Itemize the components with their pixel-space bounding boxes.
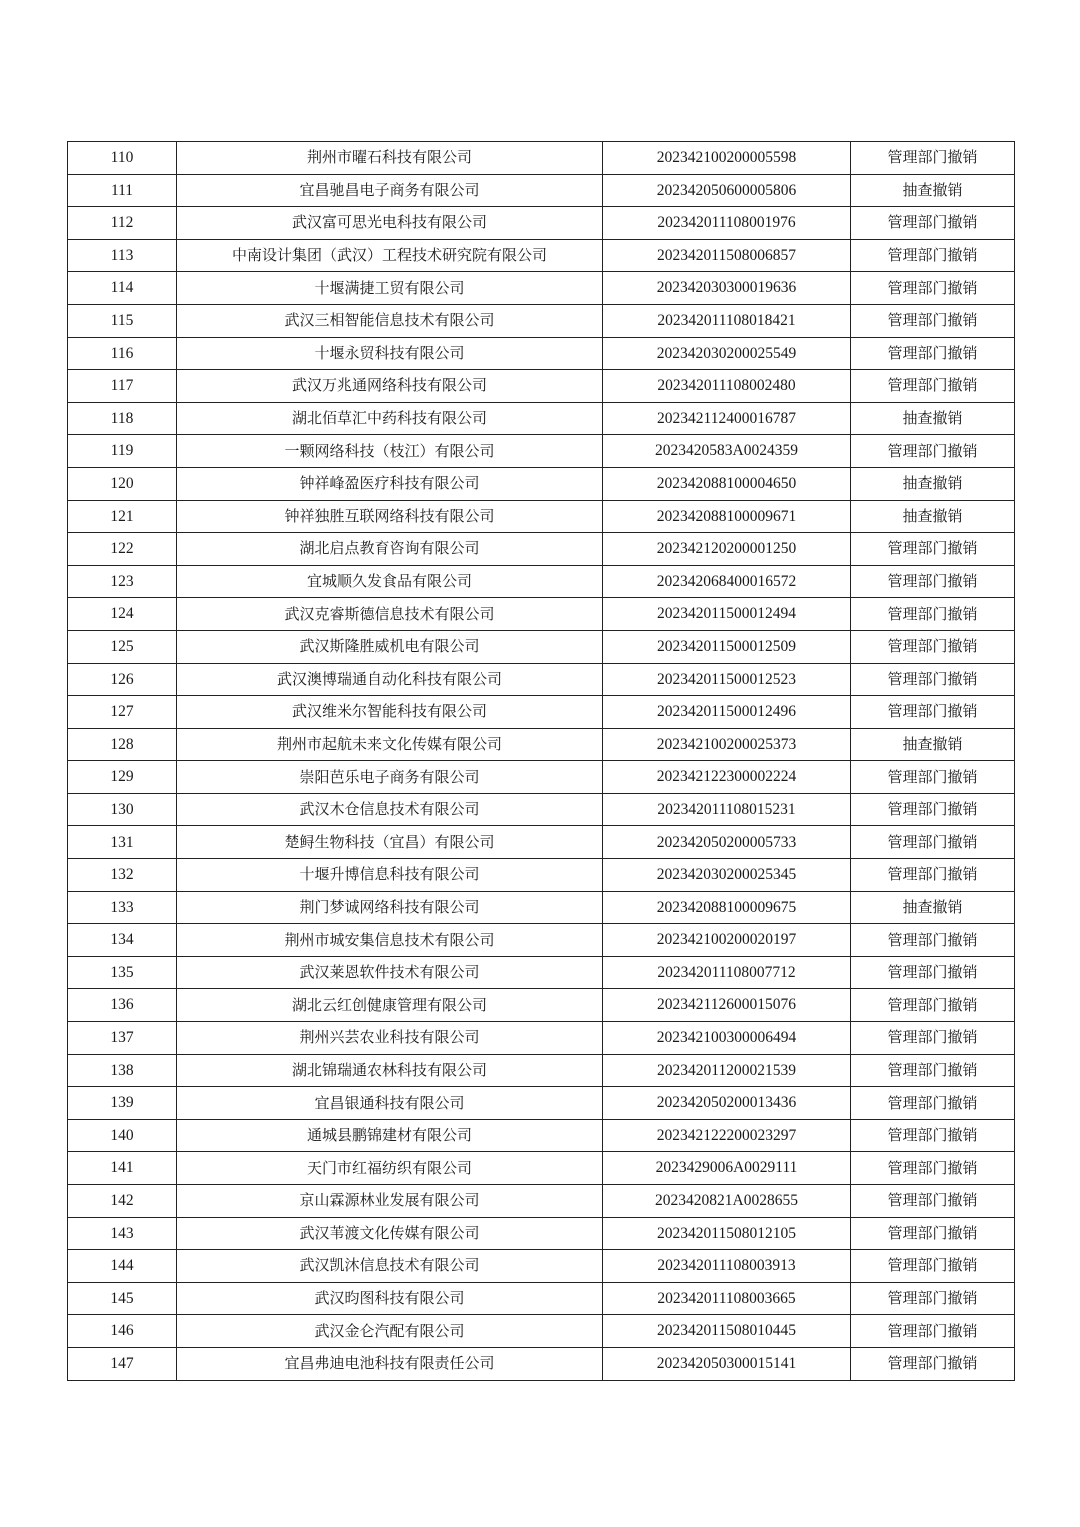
revocation-type-cell: 管理部门撤销: [851, 1087, 1015, 1120]
registration-code-cell: 202342011108015231: [603, 793, 851, 826]
company-name-cell: 湖北佰草汇中药科技有限公司: [177, 402, 603, 435]
registration-code-cell: 202342088100004650: [603, 467, 851, 500]
table-row: [68, 989, 1015, 1022]
table-row: [68, 1152, 1015, 1185]
revocation-type-cell: 抽查撤销: [851, 467, 1015, 500]
company-name-cell: 武汉万兆通网络科技有限公司: [177, 370, 603, 403]
revocation-type-cell: 管理部门撤销: [851, 956, 1015, 989]
table-row: [68, 1347, 1015, 1380]
row-number-cell: 142: [68, 1185, 177, 1218]
table-row: [68, 891, 1015, 924]
table-row: [68, 761, 1015, 794]
company-name-cell: 中南设计集团（武汉）工程技术研究院有限公司: [177, 239, 603, 272]
revocation-type-cell: 管理部门撤销: [851, 1185, 1015, 1218]
registration-code-cell: 2023420583A0024359: [603, 435, 851, 468]
revocation-type-cell: 管理部门撤销: [851, 761, 1015, 794]
registration-code-cell: 202342011508012105: [603, 1217, 851, 1250]
company-name-cell: 武汉木仓信息技术有限公司: [177, 793, 603, 826]
row-number-cell: 122: [68, 533, 177, 566]
row-number-cell: 135: [68, 956, 177, 989]
row-number-cell: 110: [68, 142, 177, 175]
revocation-type-cell: 管理部门撤销: [851, 1282, 1015, 1315]
row-number-cell: 124: [68, 598, 177, 631]
revocation-type-cell: 管理部门撤销: [851, 1347, 1015, 1380]
table-row: [68, 500, 1015, 533]
revocation-type-cell: 管理部门撤销: [851, 1217, 1015, 1250]
table-row: [68, 859, 1015, 892]
registration-code-cell: 202342120200001250: [603, 533, 851, 566]
revocation-type-cell: 管理部门撤销: [851, 565, 1015, 598]
row-number-cell: 146: [68, 1315, 177, 1348]
registration-code-cell: 2023420821A0028655: [603, 1185, 851, 1218]
company-name-cell: 武汉富可思光电科技有限公司: [177, 207, 603, 240]
company-name-cell: 钟祥峰盈医疗科技有限公司: [177, 467, 603, 500]
registration-code-cell: 202342030200025549: [603, 337, 851, 370]
table-row: [68, 1315, 1015, 1348]
row-number-cell: 139: [68, 1087, 177, 1120]
revocation-type-cell: 管理部门撤销: [851, 272, 1015, 305]
company-name-cell: 湖北锦瑞通农林科技有限公司: [177, 1054, 603, 1087]
registration-code-cell: 202342050300015141: [603, 1347, 851, 1380]
registration-code-cell: 202342011108007712: [603, 956, 851, 989]
registration-code-cell: 202342030300019636: [603, 272, 851, 305]
company-name-cell: 武汉澳博瑞通自动化科技有限公司: [177, 663, 603, 696]
registration-code-cell: 202342011508010445: [603, 1315, 851, 1348]
table-row: [68, 1022, 1015, 1055]
revocation-type-cell: 管理部门撤销: [851, 370, 1015, 403]
table-row: [68, 533, 1015, 566]
table-row: [68, 565, 1015, 598]
table-row: [68, 435, 1015, 468]
table-row: [68, 598, 1015, 631]
row-number-cell: 123: [68, 565, 177, 598]
company-name-cell: 湖北云红创健康管理有限公司: [177, 989, 603, 1022]
row-number-cell: 116: [68, 337, 177, 370]
revocation-type-cell: 管理部门撤销: [851, 207, 1015, 240]
registration-code-cell: 202342100300006494: [603, 1022, 851, 1055]
company-name-cell: 崇阳芭乐电子商务有限公司: [177, 761, 603, 794]
registration-code-cell: 202342088100009671: [603, 500, 851, 533]
table-row: [68, 1250, 1015, 1283]
registration-code-cell: 202342011508006857: [603, 239, 851, 272]
row-number-cell: 133: [68, 891, 177, 924]
company-name-cell: 宜昌驰昌电子商务有限公司: [177, 174, 603, 207]
company-name-cell: 武汉三相智能信息技术有限公司: [177, 304, 603, 337]
registration-code-cell: 202342011108003665: [603, 1282, 851, 1315]
registration-code-cell: 202342011500012494: [603, 598, 851, 631]
revocation-type-cell: 管理部门撤销: [851, 1119, 1015, 1152]
row-number-cell: 136: [68, 989, 177, 1022]
row-number-cell: 126: [68, 663, 177, 696]
table-row: [68, 337, 1015, 370]
revocation-type-cell: 管理部门撤销: [851, 924, 1015, 957]
row-number-cell: 137: [68, 1022, 177, 1055]
table-row: [68, 402, 1015, 435]
company-name-cell: 荆州市城安集信息技术有限公司: [177, 924, 603, 957]
revocation-list-table: [67, 141, 1015, 1381]
table-row: [68, 1119, 1015, 1152]
table-row: [68, 630, 1015, 663]
table-row: [68, 142, 1015, 175]
company-name-cell: 荆州市起航未来文化传媒有限公司: [177, 728, 603, 761]
row-number-cell: 143: [68, 1217, 177, 1250]
revocation-type-cell: 管理部门撤销: [851, 989, 1015, 1022]
company-name-cell: 京山霖源林业发展有限公司: [177, 1185, 603, 1218]
row-number-cell: 130: [68, 793, 177, 826]
company-name-cell: 十堰满捷工贸有限公司: [177, 272, 603, 305]
revocation-type-cell: 抽查撤销: [851, 500, 1015, 533]
row-number-cell: 112: [68, 207, 177, 240]
registration-code-cell: 202342122300002224: [603, 761, 851, 794]
table-row: [68, 272, 1015, 305]
registration-code-cell: 2023429006A0029111: [603, 1152, 851, 1185]
row-number-cell: 129: [68, 761, 177, 794]
revocation-list-table-container: [67, 141, 1014, 1381]
company-name-cell: 武汉莱恩软件技术有限公司: [177, 956, 603, 989]
table-row: [68, 1217, 1015, 1250]
registration-code-cell: 202342011500012509: [603, 630, 851, 663]
company-name-cell: 宜昌银通科技有限公司: [177, 1087, 603, 1120]
company-name-cell: 宜城顺久发食品有限公司: [177, 565, 603, 598]
table-row: [68, 1185, 1015, 1218]
company-name-cell: 荆州兴芸农业科技有限公司: [177, 1022, 603, 1055]
registration-code-cell: 202342011108002480: [603, 370, 851, 403]
row-number-cell: 147: [68, 1347, 177, 1380]
company-name-cell: 宜昌弗迪电池科技有限责任公司: [177, 1347, 603, 1380]
row-number-cell: 121: [68, 500, 177, 533]
registration-code-cell: 202342011500012496: [603, 696, 851, 729]
revocation-type-cell: 管理部门撤销: [851, 1250, 1015, 1283]
company-name-cell: 武汉苇渡文化传媒有限公司: [177, 1217, 603, 1250]
table-row: [68, 826, 1015, 859]
company-name-cell: 天门市红福纺织有限公司: [177, 1152, 603, 1185]
table-row: [68, 174, 1015, 207]
registration-code-cell: 202342011500012523: [603, 663, 851, 696]
company-name-cell: 武汉金仑汽配有限公司: [177, 1315, 603, 1348]
revocation-type-cell: 抽查撤销: [851, 174, 1015, 207]
row-number-cell: 120: [68, 467, 177, 500]
revocation-type-cell: 管理部门撤销: [851, 826, 1015, 859]
revocation-type-cell: 管理部门撤销: [851, 304, 1015, 337]
company-name-cell: 一颗网络科技（枝江）有限公司: [177, 435, 603, 468]
table-row: [68, 467, 1015, 500]
registration-code-cell: 202342068400016572: [603, 565, 851, 598]
company-name-cell: 楚鲟生物科技（宜昌）有限公司: [177, 826, 603, 859]
table-row: [68, 728, 1015, 761]
company-name-cell: 武汉昀图科技有限公司: [177, 1282, 603, 1315]
revocation-type-cell: 管理部门撤销: [851, 793, 1015, 826]
registration-code-cell: 202342011200021539: [603, 1054, 851, 1087]
registration-code-cell: 202342112600015076: [603, 989, 851, 1022]
company-name-cell: 通城县鹏锦建材有限公司: [177, 1119, 603, 1152]
revocation-type-cell: 抽查撤销: [851, 728, 1015, 761]
table-row: [68, 956, 1015, 989]
registration-code-cell: 202342030200025345: [603, 859, 851, 892]
registration-code-cell: 202342088100009675: [603, 891, 851, 924]
row-number-cell: 132: [68, 859, 177, 892]
revocation-type-cell: 管理部门撤销: [851, 663, 1015, 696]
row-number-cell: 145: [68, 1282, 177, 1315]
row-number-cell: 125: [68, 630, 177, 663]
company-name-cell: 荆州市曜石科技有限公司: [177, 142, 603, 175]
company-name-cell: 武汉克睿斯德信息技术有限公司: [177, 598, 603, 631]
table-row: [68, 924, 1015, 957]
company-name-cell: 武汉斯隆胜威机电有限公司: [177, 630, 603, 663]
row-number-cell: 113: [68, 239, 177, 272]
company-name-cell: 钟祥独胜互联网络科技有限公司: [177, 500, 603, 533]
registration-code-cell: 202342011108018421: [603, 304, 851, 337]
revocation-type-cell: 管理部门撤销: [851, 337, 1015, 370]
revocation-type-cell: 管理部门撤销: [851, 1054, 1015, 1087]
table-row: [68, 663, 1015, 696]
row-number-cell: 119: [68, 435, 177, 468]
table-row: [68, 239, 1015, 272]
revocation-type-cell: 管理部门撤销: [851, 142, 1015, 175]
row-number-cell: 114: [68, 272, 177, 305]
company-name-cell: 十堰永贸科技有限公司: [177, 337, 603, 370]
company-name-cell: 十堰升博信息科技有限公司: [177, 859, 603, 892]
registration-code-cell: 202342122200023297: [603, 1119, 851, 1152]
table-row: [68, 1054, 1015, 1087]
company-name-cell: 荆门梦诚网络科技有限公司: [177, 891, 603, 924]
registration-code-cell: 202342112400016787: [603, 402, 851, 435]
row-number-cell: 115: [68, 304, 177, 337]
table-row: [68, 696, 1015, 729]
table-body: [68, 142, 1015, 1381]
revocation-type-cell: 管理部门撤销: [851, 435, 1015, 468]
registration-code-cell: 202342011108001976: [603, 207, 851, 240]
revocation-type-cell: 管理部门撤销: [851, 239, 1015, 272]
row-number-cell: 140: [68, 1119, 177, 1152]
revocation-type-cell: 管理部门撤销: [851, 533, 1015, 566]
company-name-cell: 湖北启点教育咨询有限公司: [177, 533, 603, 566]
table-row: [68, 1282, 1015, 1315]
table-row: [68, 1087, 1015, 1120]
row-number-cell: 111: [68, 174, 177, 207]
registration-code-cell: 202342011108003913: [603, 1250, 851, 1283]
revocation-type-cell: 管理部门撤销: [851, 696, 1015, 729]
company-name-cell: 武汉凯沐信息技术有限公司: [177, 1250, 603, 1283]
revocation-type-cell: 管理部门撤销: [851, 598, 1015, 631]
row-number-cell: 131: [68, 826, 177, 859]
revocation-type-cell: 管理部门撤销: [851, 1022, 1015, 1055]
row-number-cell: 128: [68, 728, 177, 761]
row-number-cell: 127: [68, 696, 177, 729]
registration-code-cell: 202342050200013436: [603, 1087, 851, 1120]
registration-code-cell: 202342050600005806: [603, 174, 851, 207]
row-number-cell: 141: [68, 1152, 177, 1185]
row-number-cell: 134: [68, 924, 177, 957]
revocation-type-cell: 抽查撤销: [851, 891, 1015, 924]
company-name-cell: 武汉维米尔智能科技有限公司: [177, 696, 603, 729]
table-row: [68, 370, 1015, 403]
registration-code-cell: 202342100200020197: [603, 924, 851, 957]
registration-code-cell: 202342050200005733: [603, 826, 851, 859]
table-row: [68, 793, 1015, 826]
revocation-type-cell: 管理部门撤销: [851, 630, 1015, 663]
revocation-type-cell: 管理部门撤销: [851, 1152, 1015, 1185]
revocation-type-cell: 管理部门撤销: [851, 859, 1015, 892]
row-number-cell: 144: [68, 1250, 177, 1283]
revocation-type-cell: 抽查撤销: [851, 402, 1015, 435]
row-number-cell: 138: [68, 1054, 177, 1087]
registration-code-cell: 202342100200005598: [603, 142, 851, 175]
table-row: [68, 304, 1015, 337]
revocation-type-cell: 管理部门撤销: [851, 1315, 1015, 1348]
row-number-cell: 118: [68, 402, 177, 435]
table-row: [68, 207, 1015, 240]
row-number-cell: 117: [68, 370, 177, 403]
registration-code-cell: 202342100200025373: [603, 728, 851, 761]
